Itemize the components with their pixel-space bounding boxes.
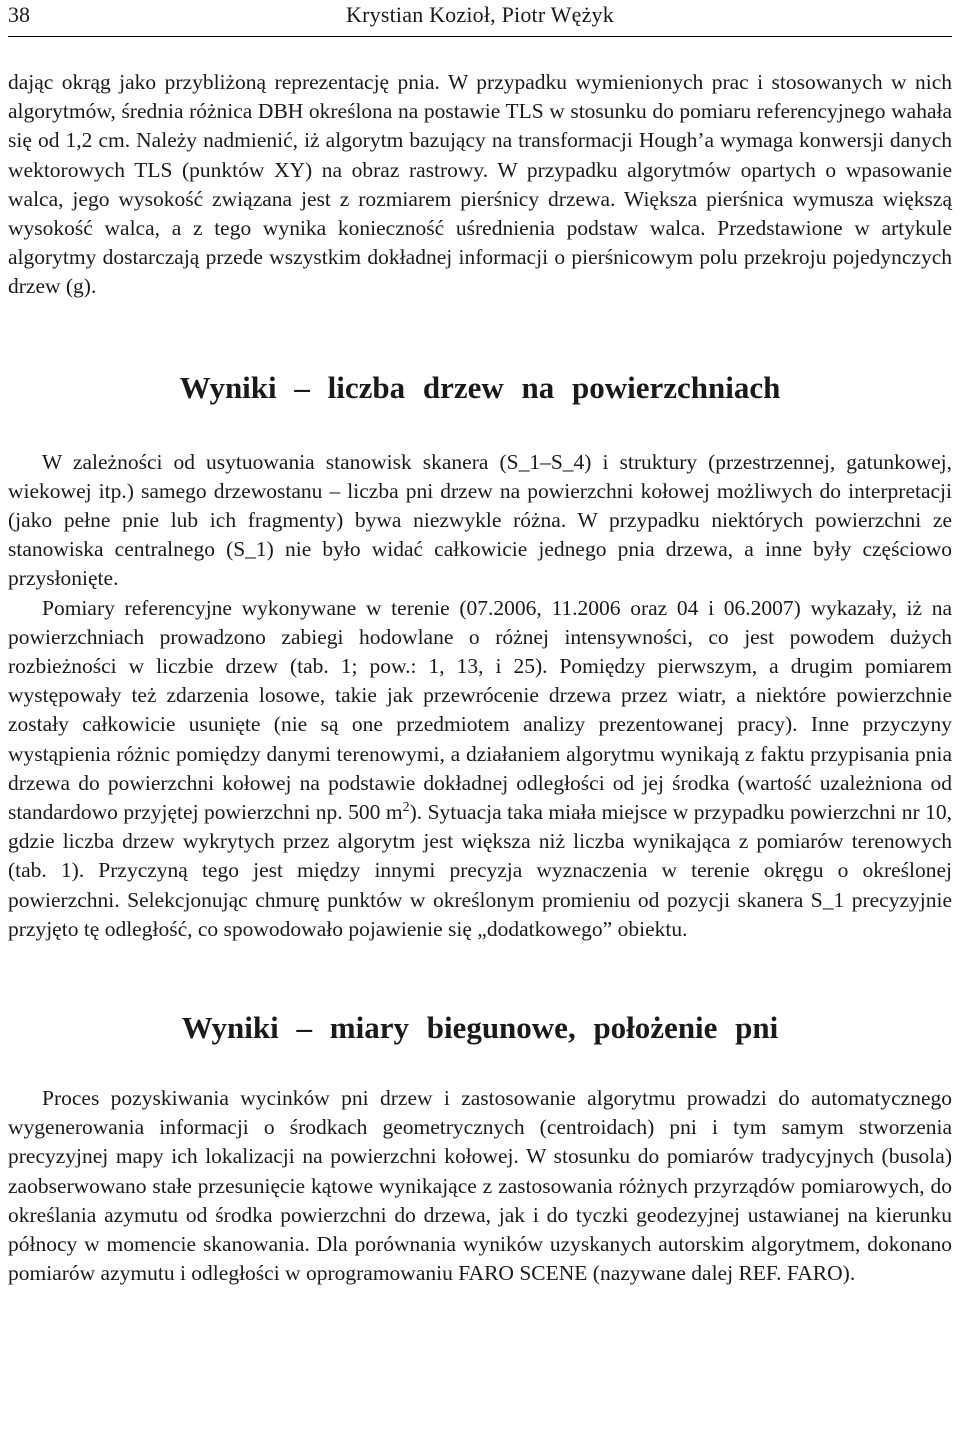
paragraph-scanner-positions: W zależności od usytuowania stanowisk skanera (S_1–S_4) i struktury (przestrzennej, gatunkowej, wiekowej itp.) samego drzewostanu – liczba pni drzew na powierzchni kołowej możliwych do interpretacji (jako pełne pnie lub ich fragmenty) bywa niezwykle różna. W przypadku niektórych powierzchni ze stanowiska centralnego (S_1) nie było widać całkowicie jednego pnia drzewa, a inne były częściowo przysłonięte. bbox=[8, 449, 952, 591]
superscript-exponent: 2 bbox=[402, 799, 410, 815]
page-header bbox=[8, 0, 952, 37]
section-heading-tree-count: Wyniki – liczba drzew na powierzchniach bbox=[179, 369, 781, 405]
page-number: 38 bbox=[8, 2, 30, 27]
article-body bbox=[8, 68, 952, 1289]
paragraph-intro: dając okrąg jako przybliżoną reprezentację pnia. W przypadku wymienionych prac i stosowanych w nich algorytmów, średnia różnica DBH określona na postawie TLS w stosunku do pomiaru referencyjnego wahała się od 1,2 cm. Należy nadmienić, iż algorytm bazujący na transformacji Hough’a wymaga konwersji danych wektorowych TLS (punktów XY) na obraz rastrowy. W przypadku algorytmów opartych o wpasowanie walca, jego wysokość związana jest z rozmiarem pierśnicy drzewa. Większa pierśnica wymusza większą wysokość walca, a z tego wynika konieczność uśrednienia podstaw walca. Przedstawione w artykule algorytmy dostarczają przede wszystkim dokładnej informacji o pierśnicowym polu przekroju pojedynczych drzew (g). bbox=[8, 70, 952, 299]
paragraph-text-part: Pomiary referencyjne wykonywane w terenie (07.2006, 11.2006 oraz 04 i 06.2007) wykazały, iż na powierzchniach prowadzono zabiegi hodowlane o różnej intensywności, co jest powodem dużych rozbieżności w liczbie drzew (tab. 1; pow.: 1, 13, i 25). Pomiędzy pierwszym, a drugim pomiarem występowały też zdarzenia losowe, takie jak przewrócenie drzewa przez wiatr, a niektóre powierzchnie zostały całkowicie usunięte (nie są one przedmiotem analizy prezentowanej pracy). Inne przyczyny wystąpienia różnic pomiędzy danymi terenowymi, a działaniem algorytmu wynikają z faktu przypisania pnia drzewa do powierzchni kołowej na podstawie dokładnej odległości od jej środka (wartość uzależniona od standardowo przyjętej powierzchni np. 500 m bbox=[8, 595, 952, 825]
running-head-authors: Krystian Kozioł, Piotr Wężyk bbox=[346, 2, 614, 27]
paragraph-text-part: ). Sytuacja taka miała miejsce w przypadku powierzchni nr 10, gdzie liczba drzew wykrytych przez algorytm jest większa niż liczba wynikająca z pomiarów terenowych (tab. 1). Przyczyną tego jest między innymi precyzja wyznaczenia w terenie okręgu o określonej powierzchni. Selekcjonując chmurę punktów w określonym promieniu od pozycji skanera S_1 precyzyjnie przyjęto tę odległość, co spowodowało pojawienie się „dodatkowego” obiektu. bbox=[8, 800, 952, 941]
paragraph-reference-measurements bbox=[8, 594, 952, 944]
paragraph-stem-extraction: Proces pozyskiwania wycinków pni drzew i zastosowanie algorytmu prowadzi do automatycznego wygenerowania informacji o środkach geometrycznych (centroidach) pni i tym samym stworzenia precyzyjnej mapy ich lokalizacji na powierzchni kołowej. W stosunku do pomiarów tradycyjnych (busola) zaobserwowano stałe przesunięcie kątowe wynikające z zastosowania różnych przyrządów pomiarowych, do określania azymutu od środka powierzchni do drzewa, jak i do tyczki geodezyjnej ustawianej na kierunku północy w momencie skanowania. Dla porównania wyników uzyskanych autorskim algorytmem, dokonano pomiarów azymutu i odległości w oprogramowaniu FARO SCENE (nazywane dalej REF. FARO). bbox=[8, 1086, 952, 1286]
section-heading-polar-measures: Wyniki – miary biegunowe, położenie pni bbox=[181, 1010, 779, 1046]
